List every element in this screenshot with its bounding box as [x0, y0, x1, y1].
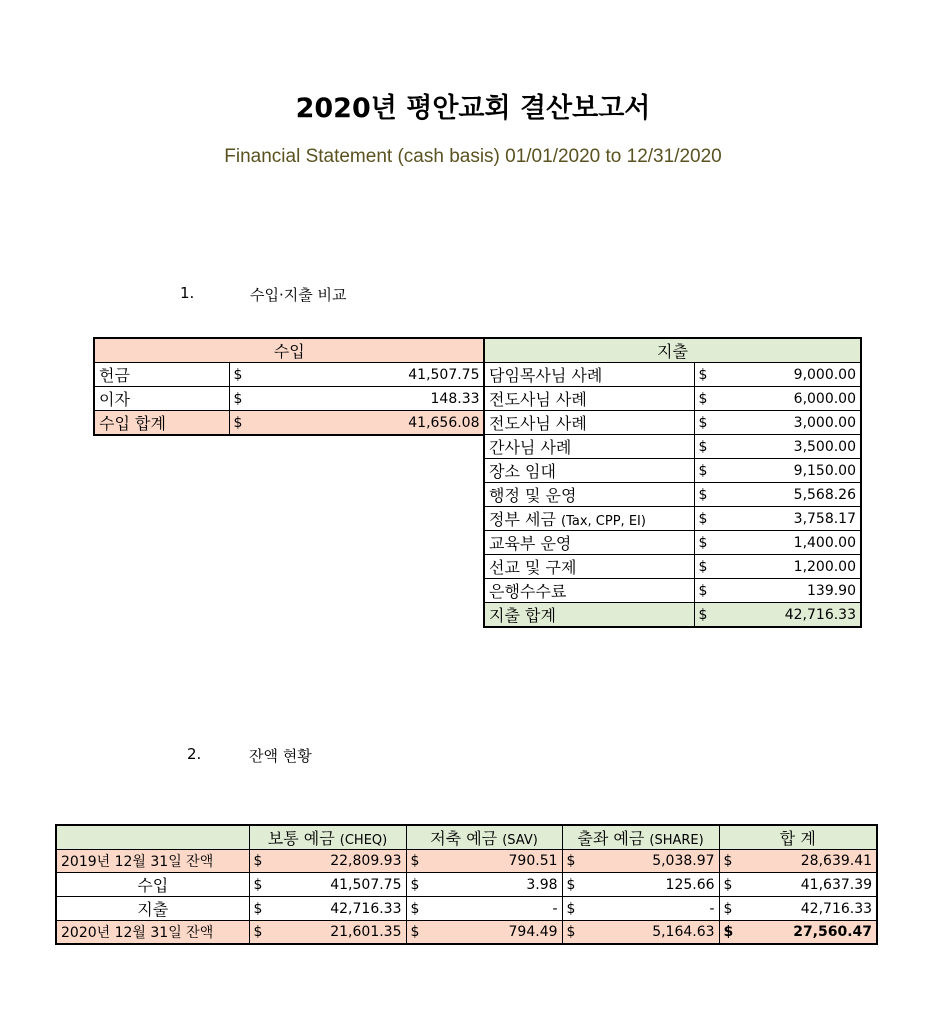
expense-label: 담임목사님 사례 [484, 363, 694, 387]
expense-label: 전도사님 사례 [484, 411, 694, 435]
income-label: 헌금 [94, 363, 229, 387]
currency-sign: $ [694, 603, 724, 628]
currency-sign: $ [694, 483, 724, 507]
currency-sign: $ [694, 507, 724, 531]
currency-sign: $ [406, 873, 426, 897]
currency-sign: $ [562, 897, 582, 921]
balance-total: 42,716.33 [739, 897, 877, 921]
expense-label: 간사님 사례 [484, 435, 694, 459]
expense-label: 장소 임대 [484, 459, 694, 483]
income-amount: 41,507.75 [259, 363, 484, 387]
currency-sign: $ [719, 873, 739, 897]
balance-value: 41,507.75 [269, 873, 406, 897]
balance-total: 28,639.41 [739, 850, 877, 873]
expense-row [484, 435, 861, 459]
expense-row [484, 363, 861, 387]
expense-amount: 139.90 [724, 579, 861, 603]
section-1-number: 1. [180, 284, 195, 302]
section-1-title: 수입·지출 비교 [250, 286, 347, 304]
currency-sign: $ [562, 873, 582, 897]
section-2-title: 잔액 현황 [249, 747, 312, 765]
balance-value: 794.49 [426, 921, 562, 945]
expense-amount: 1,400.00 [724, 531, 861, 555]
balance-col-header: 합 계 [719, 825, 877, 850]
income-row [94, 387, 484, 411]
currency-sign: $ [694, 363, 724, 387]
expense-row [484, 387, 861, 411]
expense-table [483, 337, 862, 628]
expense-amount: 3,000.00 [724, 411, 861, 435]
currency-sign: $ [229, 363, 259, 387]
expense-amount: 3,758.17 [724, 507, 861, 531]
balance-row [56, 873, 877, 897]
section-1-heading [180, 284, 347, 304]
balance-value: 790.51 [426, 850, 562, 873]
currency-sign: $ [406, 850, 426, 873]
currency-sign: $ [249, 897, 269, 921]
balance-total: 41,637.39 [739, 873, 877, 897]
expense-label: 행정 및 운영 [484, 483, 694, 507]
expense-label: 교육부 운영 [484, 531, 694, 555]
income-row [94, 363, 484, 387]
balance-value: 5,038.97 [582, 850, 719, 873]
expense-label: 선교 및 구제 [484, 555, 694, 579]
expense-label-main: 정부 세금 [489, 510, 556, 529]
balance-header-row [56, 825, 877, 850]
page-title: 2020년 평안교회 결산보고서 [295, 93, 651, 124]
balance-table [55, 824, 878, 945]
balance-value: 5,164.63 [582, 921, 719, 945]
balance-row-label: 지출 [56, 897, 249, 921]
currency-sign: $ [719, 921, 739, 945]
expense-total-label: 지출 합계 [484, 603, 694, 628]
balance-value: - [426, 897, 562, 921]
expense-label: 은행수수료 [484, 579, 694, 603]
income-header: 수입 [94, 338, 484, 363]
currency-sign: $ [719, 850, 739, 873]
expense-header: 지출 [484, 338, 861, 363]
currency-sign: $ [249, 873, 269, 897]
balance-col-header: 보통 예금 (CHEQ) [249, 825, 406, 850]
currency-sign: $ [694, 555, 724, 579]
expense-label: 전도사님 사례 [484, 387, 694, 411]
expense-row [484, 483, 861, 507]
expense-amount: 6,000.00 [724, 387, 861, 411]
balance-col-header: 출좌 예금 (SHARE) [562, 825, 719, 850]
currency-sign: $ [249, 850, 269, 873]
balance-row [56, 897, 877, 921]
currency-sign: $ [694, 579, 724, 603]
balance-value: 22,809.93 [269, 850, 406, 873]
balance-value: 42,716.33 [269, 897, 406, 921]
expense-row [484, 411, 861, 435]
expense-total-amount: 42,716.33 [724, 603, 861, 628]
currency-sign: $ [694, 531, 724, 555]
balance-row [56, 850, 877, 873]
expense-row [484, 531, 861, 555]
section-2-number: 2. [187, 745, 202, 763]
income-table [93, 337, 485, 436]
currency-sign: $ [562, 921, 582, 945]
balance-row-label: 2020년 12월 31일 잔액 [56, 921, 249, 945]
expense-row [484, 459, 861, 483]
expense-amount: 3,500.00 [724, 435, 861, 459]
currency-sign: $ [694, 411, 724, 435]
income-total-label: 수입 합계 [94, 411, 229, 436]
balance-value: 21,601.35 [269, 921, 406, 945]
balance-corner-cell [56, 825, 249, 850]
expense-amount: 1,200.00 [724, 555, 861, 579]
expense-row [484, 507, 861, 531]
balance-value: 3.98 [426, 873, 562, 897]
expense-total-row [484, 603, 861, 628]
balance-col-header: 저축 예금 (SAV) [406, 825, 562, 850]
balance-value: 125.66 [582, 873, 719, 897]
income-label: 이자 [94, 387, 229, 411]
expense-amount: 5,568.26 [724, 483, 861, 507]
currency-sign: $ [694, 387, 724, 411]
balance-row [56, 921, 877, 945]
expense-row [484, 579, 861, 603]
income-total-row [94, 411, 484, 436]
page-subtitle: Financial Statement (cash basis) 01/01/2020 to 12/31/2020 [224, 146, 722, 167]
currency-sign: $ [719, 897, 739, 921]
currency-sign: $ [562, 850, 582, 873]
currency-sign: $ [406, 921, 426, 945]
income-amount: 148.33 [259, 387, 484, 411]
currency-sign: $ [406, 897, 426, 921]
expense-row [484, 555, 861, 579]
balance-row-label: 수입 [56, 873, 249, 897]
currency-sign: $ [694, 459, 724, 483]
balance-row-label: 2019년 12월 31일 잔액 [56, 850, 249, 873]
expense-label-note: (Tax, CPP, EI) [561, 514, 646, 529]
balance-value: - [582, 897, 719, 921]
expense-label [484, 507, 694, 531]
currency-sign: $ [229, 411, 259, 436]
currency-sign: $ [694, 435, 724, 459]
currency-sign: $ [229, 387, 259, 411]
income-total-amount: 41,656.08 [259, 411, 484, 436]
balance-total: 27,560.47 [739, 921, 877, 945]
expense-amount: 9,000.00 [724, 363, 861, 387]
section-2-heading [187, 745, 312, 765]
expense-amount: 9,150.00 [724, 459, 861, 483]
currency-sign: $ [249, 921, 269, 945]
